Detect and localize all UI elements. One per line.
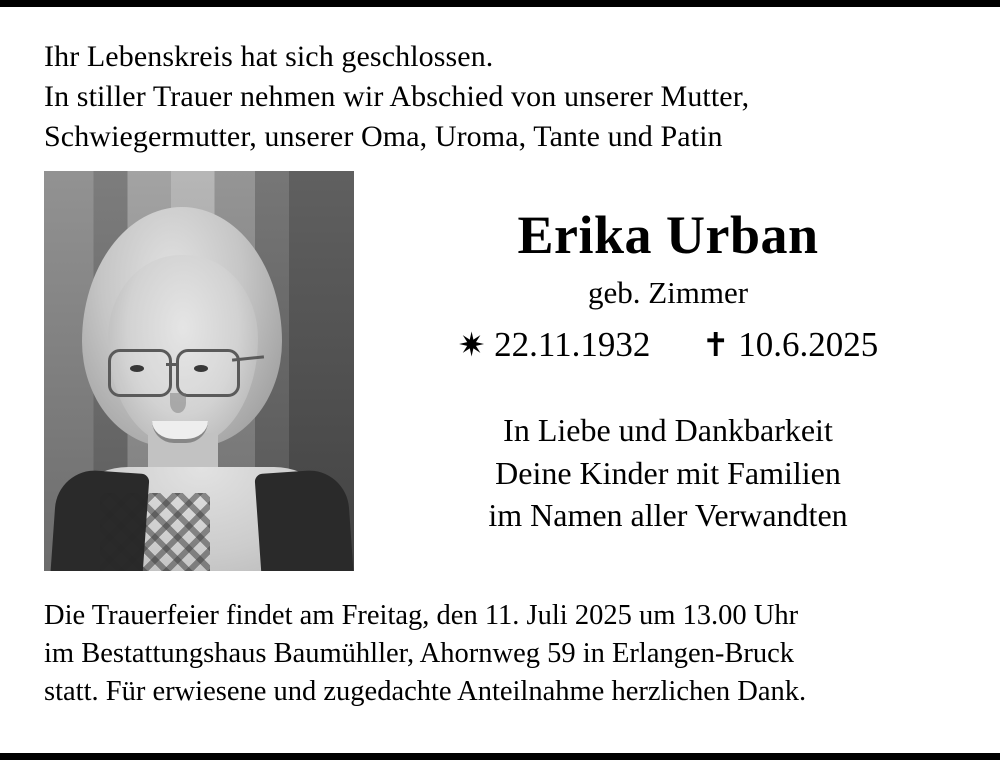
photo-eye-left [130, 365, 144, 372]
death-date: 10.6.2025 [738, 325, 879, 365]
life-dates [380, 325, 956, 365]
birth-star-icon: ✷ [457, 328, 486, 365]
funeral-details [44, 597, 956, 712]
tribute-line-2: Deine Kinder mit Familien [495, 454, 841, 491]
photo-sweater-pattern [100, 493, 210, 571]
intro-text [44, 37, 956, 157]
portrait-photo [44, 171, 354, 571]
photo-glasses-left-lens [108, 349, 172, 397]
name-column [354, 171, 956, 537]
funeral-line-1: Die Trauerfeier findet am Freitag, den 11. Juli 2025 um 13.00 Uhr [44, 599, 799, 631]
maiden-name: geb. Zimmer [587, 275, 749, 311]
funeral-line-2: im Bestattungshaus Baumühller, Ahornweg 59 in Erlangen-Bruck [44, 637, 795, 669]
tribute-line-1: In Liebe und Dankbarkeit [503, 412, 833, 449]
intro-line-2: In stiller Trauer nehmen wir Abschied von unserer Mutter, [44, 79, 750, 113]
notice-content [0, 7, 1000, 753]
tribute-line-3: im Namen aller Verwandten [488, 497, 848, 534]
bottom-rule [0, 753, 1000, 760]
deceased-name: Erika Urban [517, 204, 819, 265]
intro-line-1: Ihr Lebenskreis hat sich geschlossen. [44, 40, 494, 73]
photo-eye-right [194, 365, 208, 372]
death-cross-icon: ✝ [701, 328, 730, 365]
tribute-text [380, 409, 956, 537]
photo-glasses-right-lens [176, 349, 240, 397]
portrait-and-name-block [44, 171, 956, 571]
top-rule [0, 0, 1000, 7]
birth-date: 22.11.1932 [494, 325, 651, 365]
intro-line-3: Schwiegermutter, unserer Oma, Uroma, Tante und Patin [44, 119, 723, 153]
funeral-line-3: statt. Für erwiesene und zugedachte Anteilnahme herzlichen Dank. [44, 676, 807, 708]
photo-glasses-bridge [166, 363, 178, 366]
photo-nose [170, 393, 186, 413]
photo-vest-right [254, 468, 353, 571]
